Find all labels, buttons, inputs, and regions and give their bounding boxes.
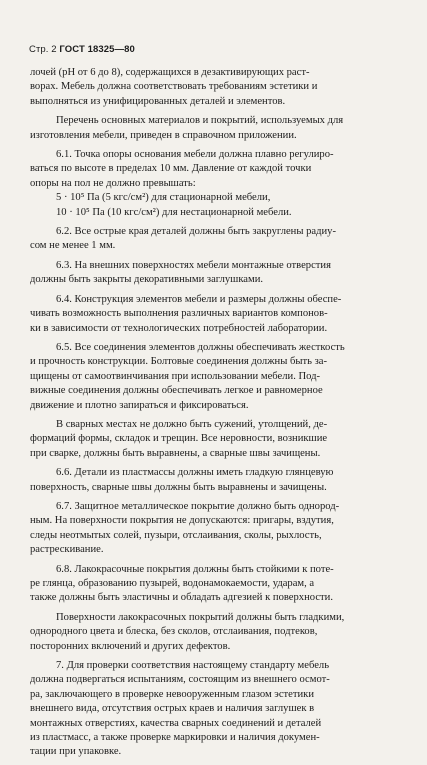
text-line: поверхность, сварные швы должны быть выравнены и зачищены. bbox=[30, 481, 327, 493]
text-line: и прочность конструкции. Болтовые соединения должны быть за- bbox=[30, 356, 328, 368]
text-line: ворах. Мебель должна соответствовать требованиям эстетики и bbox=[30, 81, 318, 93]
text-line: лочей (рН от 6 до 8), содержащихся в дезактивирующих раст- bbox=[30, 67, 310, 78]
paragraph-materials bbox=[30, 114, 408, 143]
text-line: 7. Для проверки соответствия настоящему стандарту мебель bbox=[56, 660, 330, 672]
paragraph-6-8 bbox=[30, 563, 408, 606]
text-line: однородного цвета и блеска, без сколов, отслаивания, подтеков, bbox=[30, 626, 318, 638]
text-line: внешнего вида, отсутствия острых краев и наличия заглушек в bbox=[30, 703, 315, 715]
text-line: монтажных отверстиях, качества сварных соединений и деталей bbox=[30, 717, 322, 729]
text-line: 6.1. Точка опоры основания мебели должна плавно регулиро- bbox=[56, 149, 334, 161]
text-line: при сварке, должны быть выравнены, а сварные швы зачищены. bbox=[30, 447, 321, 459]
text-line: щищены от самоотвинчивания при использовании мебели. Под- bbox=[30, 370, 321, 382]
text-line: опоры на пол не должно превышать: bbox=[30, 177, 196, 189]
page-header bbox=[29, 44, 135, 55]
text-line: также должны быть эластичны и обладать адгезией к поверхности. bbox=[30, 592, 333, 604]
paragraph-coating-surface bbox=[30, 611, 408, 654]
text-line: вижные соединения должны обеспечивать легкое и равномерное bbox=[30, 385, 323, 397]
paragraph-continuation bbox=[30, 66, 408, 109]
paragraph-6-4 bbox=[30, 293, 408, 336]
text-line: В сварных местах не должно быть сужений, утолщений, де- bbox=[56, 418, 328, 430]
standard-designation: ГОСТ 18325—80 bbox=[59, 44, 135, 55]
paragraph-6-7 bbox=[30, 500, 408, 558]
text-line: Перечень основных материалов и покрытий, используемых для bbox=[56, 115, 344, 127]
text-line: ра, заключающего в проверке невооруженным глазом эстетики bbox=[30, 688, 315, 700]
text-line: ваться по высоте в пределах 10 мм. Давление от каждой точки bbox=[30, 163, 312, 175]
paragraph-6-3 bbox=[30, 259, 408, 288]
text-line: посторонних включений и других дефектов. bbox=[30, 640, 231, 652]
text-line: 5 · 10⁵ Па (5 кгс/см²) для стационарной мебели, bbox=[56, 192, 271, 204]
paragraph-7 bbox=[30, 659, 408, 760]
text-line: из пластмасс, а также проверке маркировки и наличия докумен- bbox=[30, 732, 320, 744]
text-line: чивать возможность выполнения различных вариантов компонов- bbox=[30, 308, 328, 320]
text-line: изготовления мебели, приведен в справочном приложении. bbox=[30, 129, 297, 141]
text-line: ным. На поверхности покрытия не допускаются: пригары, вздутия, bbox=[30, 515, 334, 527]
text-line: 6.8. Лакокрасочные покрытия должны быть стойкими к поте- bbox=[56, 563, 334, 575]
text-line: должна подвергаться испытаниям, состоящим из внешнего осмот- bbox=[30, 674, 330, 686]
text-line: 10 · 10⁵ Па (10 кгс/см²) для нестационарной мебели. bbox=[56, 206, 292, 218]
text-line: ре глянца, образованию пузырей, водонамокаемости, ударам, а bbox=[30, 578, 315, 589]
paragraph-6-5 bbox=[30, 341, 408, 413]
text-line: 6.6. Детали из пластмассы должны иметь гладкую глянцевую bbox=[56, 467, 334, 479]
paragraph-6-6 bbox=[30, 466, 408, 495]
text-line: 6.7. Защитное металлическое покрытие должно быть однород- bbox=[56, 500, 340, 512]
text-line: 6.3. На внешних поверхностях мебели монтажные отверстия bbox=[56, 259, 331, 271]
text-line: следы неотмытых солей, пузыри, отслаивания, сколы, рыхлость, bbox=[30, 529, 322, 541]
text-line: выполняться из унифицированных деталей и элементов. bbox=[30, 95, 286, 107]
text-line: сом не менее 1 мм. bbox=[30, 240, 116, 252]
text-line: тации при упаковке. bbox=[30, 746, 122, 758]
page-number: Стр. 2 bbox=[29, 44, 57, 55]
text-line: 6.4. Конструкция элементов мебели и размеры должны обеспе- bbox=[56, 293, 342, 305]
text-line: движение и плотно запираться и фиксироваться. bbox=[30, 399, 249, 411]
text-line: ки в зависимости от технологических потребностей лаборатории. bbox=[30, 322, 328, 334]
text-line: должны быть закрыты декоративными заглушками. bbox=[30, 274, 264, 286]
paragraph-6-1 bbox=[30, 148, 408, 220]
text-line: Поверхности лакокрасочных покрытий должны быть гладкими, bbox=[56, 611, 345, 623]
text-line: растрескивание. bbox=[30, 544, 104, 556]
text-line: формаций формы, складок и трещин. Все неровности, возникшие bbox=[30, 433, 328, 445]
text-line: 6.2. Все острые края деталей должны быть закруглены радиу- bbox=[56, 226, 336, 238]
text-line: 6.5. Все соединения элементов должны обеспечивать жесткость bbox=[56, 341, 345, 353]
paragraph-welding bbox=[30, 418, 408, 461]
document-body bbox=[30, 66, 408, 765]
paragraph-6-2 bbox=[30, 225, 408, 254]
